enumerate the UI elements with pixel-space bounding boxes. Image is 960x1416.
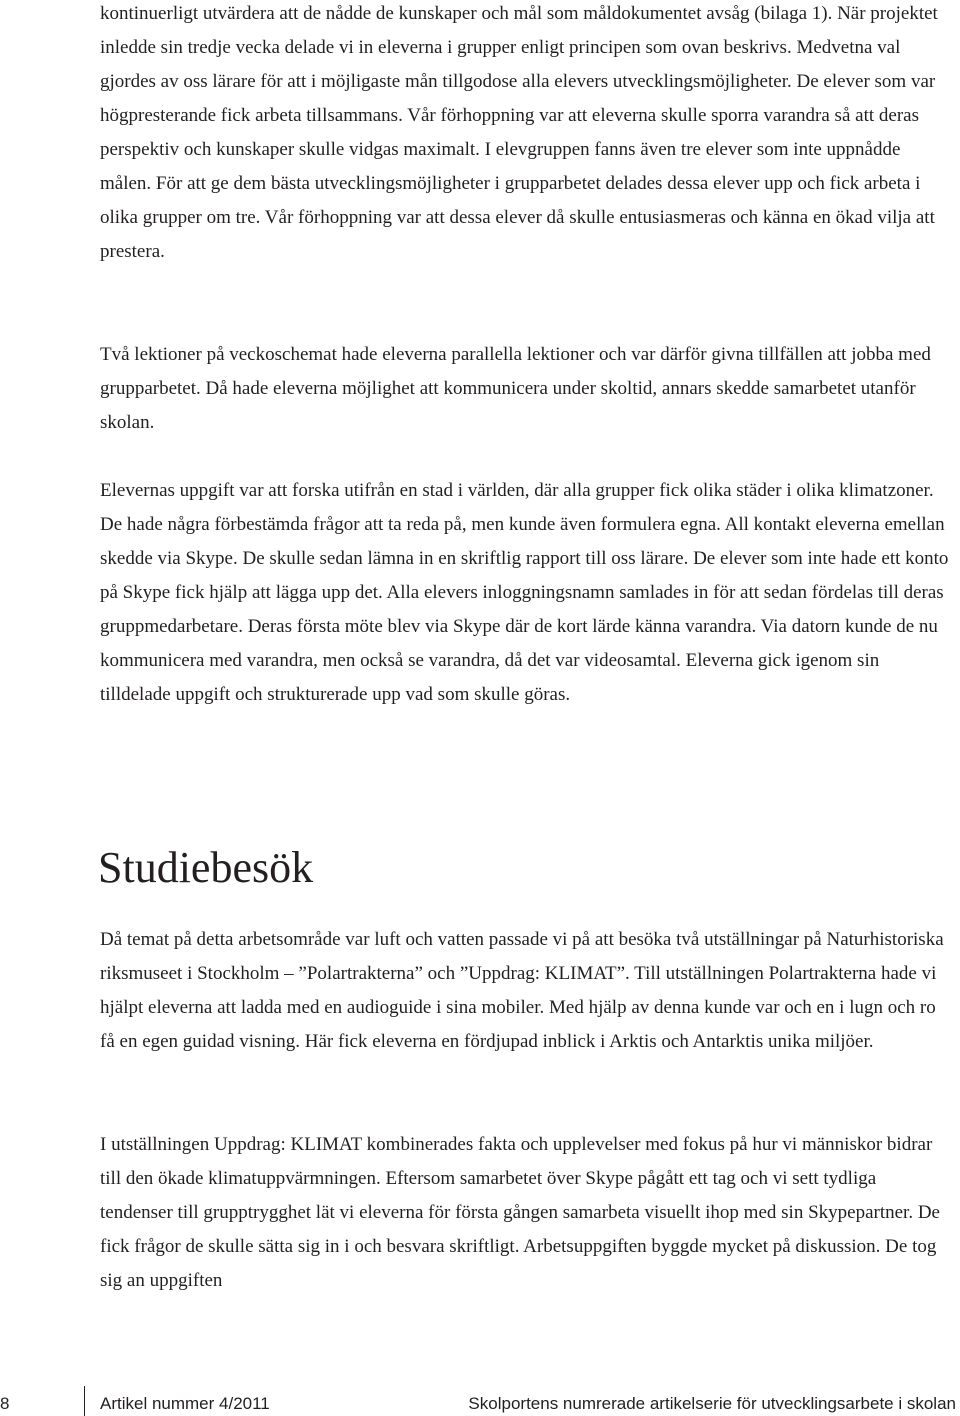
paragraph-group-intro — [100, 0, 952, 269]
paragraph: kontinuerligt utvärdera att de nådde de kunskaper och mål som måldokumentet avsåg (bilaga 1). När projektet inledde sin tredje vecka delade vi in eleverna i grupper enligt principen som ovan beskrivs. Medvetna val gjordes av oss lärare för att i möjligaste mån tillgodose alla elevers utvecklingsmöjligheter. De elever som var högpresterande fick arbeta tillsammans. Vår förhoppning var att eleverna skulle sporra varandra så att deras perspektiv och kunskaper skulle vidgas maximalt. I elevgruppen fanns även tre elever som inte uppnådde målen. För att ge dem bästa utvecklingsmöjligheter i grupparbetet delades dessa elever upp och fick arbeta i olika grupper om tre. Vår förhoppning var att dessa elever då skulle entusiasmeras och känna en ökad vilja att prestera. — [100, 3, 938, 262]
paragraph-group-exhibition — [100, 1128, 952, 1298]
paragraph: Två lektioner på veckoschemat hade eleverna parallella lektioner och var därför givna tillfällen att jobba med grupparbetet. Då hade eleverna möjlighet att kommunicera under skoltid, annars skedde samarbetet utanför skolan. — [100, 344, 931, 433]
issue-label: Artikel nummer 4/2011 — [100, 1394, 270, 1413]
paragraph-group-lessons — [100, 338, 952, 440]
paragraph: Då temat på detta arbetsområde var luft och vatten passade vi på att besöka två utställningar på Naturhistoriska riksmuseet i Stockholm – ”Polartrakterna” och ”Uppdrag: KLIMAT”. Till utställningen Polartrakterna hade vi hjälpt eleverna att ladda med en audioguide i sina mobiler. Med hjälp av denna kunde var och en i lugn och ro få en egen guidad visning. Här fick eleverna en fördjupad inblick i Arktis och Antarktis unika miljöer. — [100, 929, 944, 1052]
series-title: Skolportens numrerade artikelserie för utvecklingsarbete i skolan — [468, 1394, 956, 1413]
paragraph-group-visit — [100, 923, 952, 1059]
paragraph: I utställningen Uppdrag: KLIMAT kombinerades fakta och upplevelser med fokus på hur vi människor bidrar till den ökade klimatuppvärmningen. Eftersom samarbetet över Skype pågått ett tag och vi sett tydliga tendenser till grupptrygghet lät vi eleverna för första gången samarbeta visuellt ihop med sin Skypepartner. De fick frågor de skulle sätta sig in i och besvara skriftligt. Arbetsuppgiften byggde mycket på diskussion. De tog sig an uppgiften — [100, 1134, 940, 1291]
footer-divider — [84, 1386, 85, 1416]
page-footer — [0, 1386, 960, 1416]
paragraph-group-assignment — [100, 474, 952, 712]
page-number: 8 — [0, 1394, 10, 1413]
section-heading: Studiebesök — [98, 843, 314, 892]
paragraph: Elevernas uppgift var att forska utifrån en stad i världen, där alla grupper fick olika städer i olika klimatzoner. De hade några förbestämda frågor att ta reda på, men kunde även formulera egna. All kontakt eleverna emellan skedde via Skype. De skulle sedan lämna in en skriftlig rapport till oss lärare. De elever som inte hade ett konto på Skype fick hjälp att lägga upp det. Alla elevers inloggningsnamn samlades in för att sedan fördelas till deras gruppmedarbetare. Deras första möte blev via Skype där de kort lärde känna varandra. Via datorn kunde de nu kommunicera med varandra, men också se varandra, då det var videosamtal. Eleverna gick igenom sin tilldelade uppgift och strukturerade upp vad som skulle göras. — [100, 480, 949, 705]
